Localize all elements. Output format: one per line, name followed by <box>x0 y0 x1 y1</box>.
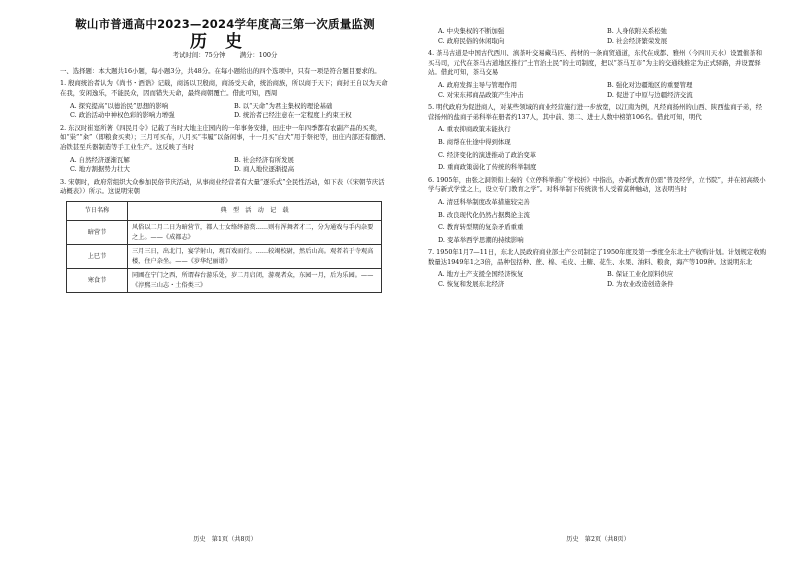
right-page <box>428 0 768 561</box>
question-1 <box>60 79 390 120</box>
option-a: A. 重农抑商政策未能执行 <box>438 125 511 134</box>
option-c: C. 教育转型期的复杂矛盾重重 <box>438 223 524 232</box>
question-5 <box>428 103 768 173</box>
table-header: 典 型 活 动 记 载 <box>128 201 382 220</box>
festival-name: 寒食节 <box>67 269 128 293</box>
option-d: D. 为农业改造创造条件 <box>607 280 674 289</box>
exam-title: 鞍山市普通高中2023—2024学年度高三第一次质量监测 <box>75 17 375 31</box>
option-c: C. 恢复和发展东北经济 <box>438 280 505 289</box>
question-stem: 7. 1950年1月7—11日，东北人民政府商业部土产公司制定了1950年度及第一季度全东北土产收购计划。计划规定收购数量达1949年1之3倍，品种包括种、蔗、棉、毛皮、土糖、花生、水果、油料、粮食，海产等109种。这说明东北 <box>428 248 767 266</box>
page-footer: 历史 第1页（共8页） <box>193 536 257 544</box>
option-b: B. 商帮在仕途中得到体现 <box>438 137 511 146</box>
options <box>70 156 390 175</box>
question-stem: 6. 1905年，由张之洞领衔上奏的《立停科举推广学校折》中指出，办新式教育仍需“普及经学，立书院”，并在初高级小学与新式学堂之上，设立专门教育之学”。对科举制下传统读书人受着莫种触动，这表明当时 <box>428 175 766 194</box>
option-d: D. 重商政策弱化了传统的科举制度 <box>438 163 537 172</box>
option-b: B. 人身依附关系松弛 <box>607 27 667 35</box>
option-b: B. 强化对边疆地区的重要管理 <box>607 80 693 89</box>
options <box>438 81 768 100</box>
question-stem: 3. 宋朝时，政府常组织大众参加民俗节庆活动，从事商业经营者有大量“逐乐式”全民性活动，如下表（《宋朝节庆活动概表》）所示。这说明宋朝 <box>60 177 385 196</box>
table-header: 节日名称 <box>67 201 128 220</box>
option-b: B. 社会经济有所发展 <box>234 155 294 164</box>
q3-options <box>438 27 768 46</box>
option-d: D. 统治者已经注意在一定程度上约束王权 <box>234 111 352 120</box>
options <box>438 270 768 289</box>
option-a: A. 探究提高“以德治民”思想的影响 <box>70 101 169 110</box>
instructions: 一、选择题：本大题共16小题，每小题3分，共48分。在每小题给出的四个选项中，只有一项是符合题目要求的。 <box>60 66 381 75</box>
option-c: C. 地方割据势力壮大 <box>70 165 130 174</box>
question-3 <box>60 178 390 294</box>
option-d: D. 变革举西学思潮的持续影响 <box>438 235 524 244</box>
exam-time: 考试时间：75分钟 <box>172 51 226 60</box>
option-c: C. 经济变化的演进推动了政治变革 <box>438 150 537 159</box>
festival-name: 上巳节 <box>67 245 128 269</box>
option-c: C. 政治活动中神权色彩的影响力增强 <box>70 111 175 120</box>
question-2 <box>60 124 390 175</box>
question-stem: 2. 东汉时崔寔所著《四民月令》记载了当时大地主庄园内的一年事务安排，田庄中一年四季都有农副产品的买卖，如“粜”“籴”（即粮食买卖）；三月可买布，八月买“韦履”以备闲事，十一月买“白犬”用于祭祀等，田庄内部还有酿酒、冶铁甚至兵器制造等手工业生产。这反映了当时 <box>60 123 390 151</box>
table-row <box>67 245 382 269</box>
question-stem: 5. 明代政府为促进商人，对某些领域的商业经营施行进一步放宽，以江南为例，凡经商扬州的山西、陕西盐商子弟，经营扬州的盐商子弟科举在册者约137人，其中前、第二、进士人数中榜第106名。借此可知，明代 <box>428 103 763 121</box>
option-a: A. 自然经济逐渐瓦解 <box>70 155 130 164</box>
option-d: D. 社会经济繁荣发展 <box>607 36 668 45</box>
page-footer: 历史 第2页（共8页） <box>566 536 630 544</box>
option-c: C. 政府民俗的休闲取向 <box>438 36 505 45</box>
option-b: B. 保证工业化原料供应 <box>607 270 674 279</box>
festival-name: 暗营节 <box>67 220 128 244</box>
option-a: A. 政府发挥主导与管理作用 <box>438 80 517 89</box>
option-a: A. 清廷科举制度改革措施较完善 <box>438 197 530 206</box>
option-d: D. 商人地位逐渐提高 <box>234 165 295 174</box>
festival-desc: 同圃在宁门之西，所谓春台游乐处，岁二月启闭，游观者众，东园一月，后为乐园。——《淳熙三山志・土俗类三》 <box>128 269 382 293</box>
exam-score: 满分：100分 <box>239 51 278 60</box>
option-d: D. 促进了中原与边疆经济交流 <box>607 90 693 99</box>
option-b: B. 改良现代化仍然占据舆论主流 <box>438 210 530 219</box>
option-b: B. 以“天命”为君主集权的理论基础 <box>234 101 333 110</box>
question-6 <box>428 176 768 246</box>
festival-table <box>66 201 382 294</box>
options <box>70 102 390 121</box>
question-4 <box>428 49 768 100</box>
subject-title: 历史 <box>190 31 260 52</box>
question-stem: 4. 茶马古道是中国古代西川、滇茶叶交易藏马匹、药材的一条商贸通道，东代在成都、雅州（今四川天水）设置催茶和买马司，元代在茶马古道地区推行“土官治土民”的土司制度，把以“茶马互市”为主的交通线推定为正式驿路，并设置驿站。借此可知，茶马交易 <box>428 49 763 77</box>
festival-desc: 三月三日，出北门，宴学射山，观百戏而行。……较竭校尉，然后山高。观者若于寺观高楼，住户杂坐。——《岁华纪丽谱》 <box>128 245 382 269</box>
left-page <box>60 0 390 561</box>
question-7 <box>428 248 768 289</box>
festival-desc: 风俗以二月二日为暗营节，都人士女络绎游赏……则有浑舞者才二，分为通戏与手内杂要之上。——《成都志》 <box>128 220 382 244</box>
table-row <box>67 220 382 244</box>
question-stem: 1. 殷商统治者认为《尚书・酒诰》记载，商汤以卫殷商，商汤受天命，统治商族，所以商于天下；商封王自以为天命在我，安闲逸乐，不能民众，因而错失天命，最终商朝覆亡。借此可知，西周 <box>60 79 388 97</box>
option-a: A. 地方土产支援全国经济恢复 <box>438 270 524 279</box>
table-row <box>67 269 382 293</box>
option-a: A. 中央集权的不断加强 <box>438 27 505 35</box>
option-c: C. 对宋东邦商品政策产生冲击 <box>438 90 524 99</box>
exam-meta <box>60 51 390 61</box>
